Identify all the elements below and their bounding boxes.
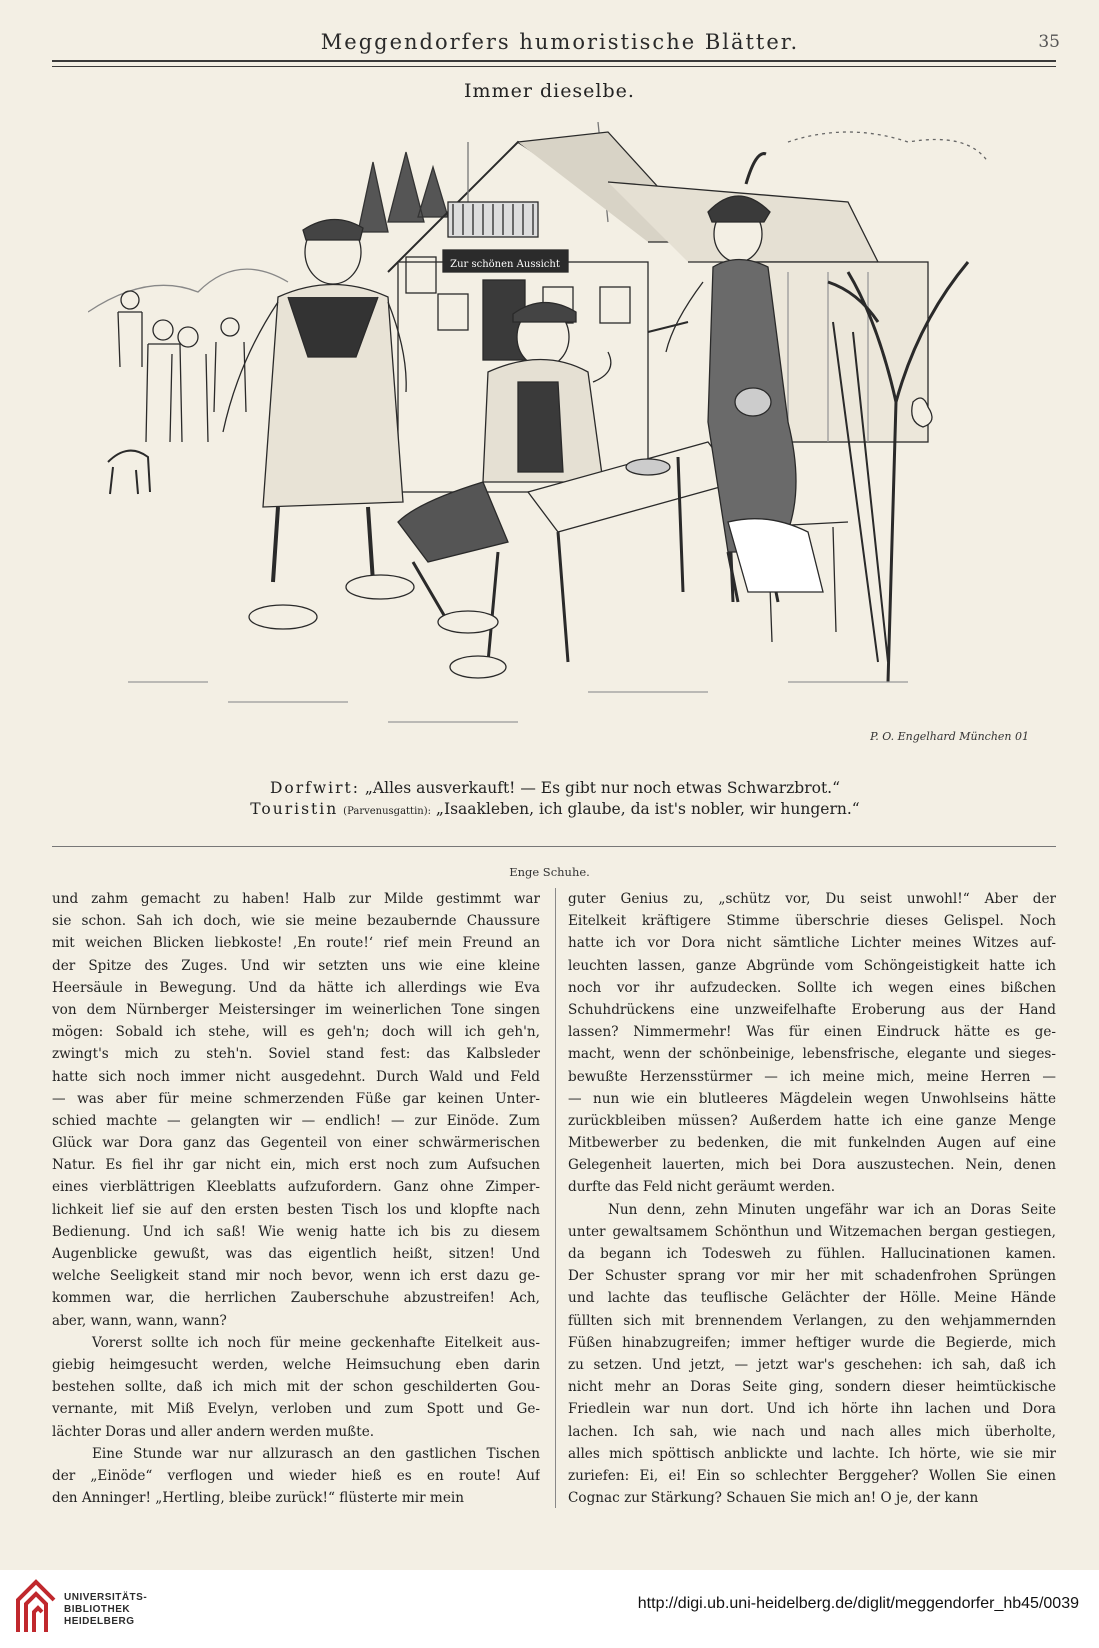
text-line: Glück war Dora ganz das Gegenteil von einer schwärmerischen — [52, 1135, 540, 1152]
text-line: unter gewaltsamem Schönthun und Witzemachen bergan gestiegen, — [568, 1223, 1056, 1240]
text-line: Nun denn, zehn Minuten ungefähr war ich an Doras Seite — [608, 1201, 1056, 1218]
caption-speaker-note: (Parvenusgattin): — [343, 806, 431, 817]
text-line: noch vor ihr aufzudecken. Sollte ich wegen eines bißchen — [568, 979, 1056, 996]
text-line: füllten sich mit brennendem Verlangen, zu den wehjammernden — [568, 1312, 1056, 1329]
text-line: lächter Doras und aller andern werden mußte. — [52, 1423, 375, 1440]
caption-text-1: „Alles ausverkauft! — Es gibt nur noch etwas Schwarzbrot.“ — [364, 779, 841, 797]
left-column — [52, 888, 540, 1509]
text-line: guter Genius zu, „schütz vor, Du seist unwohl!“ Aber der — [568, 891, 1056, 907]
right-column — [568, 888, 1056, 1509]
text-line: zurückbleiben müssen? Außerdem hatte ich eine ganze Menge — [568, 1112, 1056, 1129]
library-name — [64, 1592, 147, 1628]
text-line: der Spitze des Zuges. Und wir setzten uns wie eine kleine — [52, 957, 540, 974]
text-line: welche Seeligkeit stand mir noch bevor, wenn ich erst dazu ge- — [52, 1268, 540, 1285]
text-line: mögen: Sobald ich stehe, will es geh'n; doch will ich geh'n, — [52, 1024, 540, 1041]
text-line: alles mich spöttisch anblickte und lachte. Ich hörte, wie sie mir — [568, 1445, 1056, 1462]
text-line: bestehen sollte, daß ich mich mit der schon geschilderten Gou- — [52, 1379, 540, 1396]
artist-signature: P. O. Engelhard München 01 — [870, 730, 1029, 743]
text-line: und zahm gemacht zu haben! Halb zur Milde gestimmt war — [52, 891, 540, 907]
text-line: leuchten lassen, ganze Abgründe vom Schöngeistigkeit hatte ich — [568, 957, 1056, 974]
text-line: macht, wenn der schönbeinige, lebensfrische, elegante und sieges- — [568, 1046, 1056, 1063]
text-line: Eitelkeit kräftigere Stimme überschrie dieses Gelispel. Noch — [568, 913, 1056, 930]
text-line: lichkeit lief sie auf den ersten besten Tisch los und klopfte nach — [52, 1201, 540, 1218]
text-line: hatte ich vor Dora nicht sämtliche Lichter meines Witzes auf- — [568, 935, 1056, 952]
article-body — [52, 888, 1060, 1518]
text-line: zwingt's mich zu steh'n. Soviel stand fest: das Kalbsleder — [52, 1046, 540, 1063]
caption-speaker-1: Dorfwirt: — [269, 779, 360, 797]
text-line: Eine Stunde war nur allzurasch an den gastlichen Tischen — [92, 1445, 540, 1462]
text-line: schied machte — gelangten wir — endlich! — zur Einöde. Zum — [52, 1112, 540, 1129]
text-line: Der Schuster sprang vor mir her mit schadenfrohen Sprüngen — [568, 1268, 1056, 1285]
cartoon-illustration — [88, 122, 1018, 762]
text-line: lassen? Nimmermehr! Was für einen Eindruck hätte es ge- — [568, 1024, 1056, 1041]
page-number: 35 — [1038, 32, 1060, 52]
text-line: — nun wie ein blutleeres Mägdelein wegen Unwohlseins hätte — [568, 1090, 1056, 1107]
text-line: vernante, mit Miß Evelyn, verloben und zum Spott und Ge- — [52, 1401, 540, 1418]
text-line: mit weichen Blicken liebkoste! ‚En route!‘ rief mein Freund an — [52, 935, 540, 952]
text-line: Schuhdrückens eine unzweifelhafte Eroberung aus der Hand — [568, 1001, 1056, 1018]
caption-text-2: „Isaakleben, ich glaube, da ist's nobler, wir hungern.“ — [435, 800, 860, 818]
inn-sign-text: Zur schönen Aussicht — [450, 259, 560, 270]
column-divider — [555, 888, 556, 1508]
text-line: durfte das Feld nicht geräumt werden. — [568, 1179, 836, 1196]
text-line: giebig heimgesucht werden, welche Heimsuchung eben darin — [52, 1356, 540, 1373]
text-line: Mitbewerber zu bedenken, die mit funkelnden Augen auf eine — [568, 1135, 1056, 1152]
masthead-title: Meggendorfers humoristische Blätter. — [320, 30, 800, 54]
text-line: — was aber für meine schmerzenden Füße gar keinen Unter- — [52, 1090, 540, 1107]
permalink-url[interactable]: http://digi.ub.uni-heidelberg.de/diglit/meggendorfer_hb45/0039 — [637, 1595, 1079, 1612]
text-line: bewußte Herzensstürmer — ich meine mich, meine Herren — — [568, 1068, 1056, 1085]
text-line: von dem Nürnberger Meistersinger im weinerlichen Tone singen — [52, 1001, 540, 1018]
caption-speaker-2: Touristin — [250, 800, 339, 818]
text-line: Bedienung. Und ich saß! Wie wenig hatte ich bis zu diesem — [52, 1223, 540, 1240]
library-name-line-3: HEIDELBERG — [64, 1616, 135, 1627]
text-line: aber, wann, wann, wann? — [52, 1312, 227, 1329]
text-line: sie schon. Sah ich doch, wie sie meine bezaubernde Chaussure — [52, 913, 540, 930]
text-line: Natur. Es fiel ihr gar nicht ein, mich erst noch zum Aufsuchen — [52, 1157, 540, 1174]
caption-line-2 — [60, 799, 1050, 822]
text-line: Füßen hinabzugreifen; immer heftiger wurde die Begierde, mich — [568, 1334, 1056, 1351]
text-line: den Anninger! „Hertling, bleibe zurück!“ flüsterte mir mein — [52, 1490, 464, 1507]
text-line: hatte sich noch immer nicht ausgedehnt. Durch Wald und Feld — [52, 1068, 540, 1085]
text-line: der „Einöde“ verflogen und wieder hieß es en route! Auf — [52, 1467, 540, 1484]
library-name-line-2: BIBLIOTHEK — [64, 1604, 131, 1615]
text-line: Heersäule in Bewegung. Und da hätte ich allerdings wie Eva — [52, 979, 540, 996]
text-line: Cognac zur Stärkung? Schauen Sie mich an! O je, der kann — [568, 1490, 979, 1507]
text-line: Augenblicke gewußt, was das eigentlich heißt, sitzen! Und — [52, 1246, 540, 1262]
footer-bar — [0, 1570, 1099, 1648]
text-line: eines vierblättrigen Kleeblatts aufzufordern. Ganz ohne Zimper- — [52, 1179, 540, 1196]
caption-line-1 — [60, 778, 1050, 799]
text-line: und lachte das teuflische Gelächter der Hölle. Meine Hände — [568, 1290, 1056, 1307]
library-name-line-1: UNIVERSITÄTS- — [64, 1592, 148, 1603]
article-title: Enge Schuhe. — [509, 865, 590, 879]
university-logo-icon — [14, 1578, 58, 1636]
running-head — [60, 30, 1060, 60]
text-line: kommen war, die herrlichen Zauberschuhe abzustreifen! Ach, — [52, 1290, 540, 1307]
text-line: Gelegenheit lauerten, mich bei Dora auszustechen. Nein, denen — [568, 1157, 1056, 1174]
text-line: nicht mehr an Doras Seite ging, sondern dieser heimtückische — [568, 1379, 1056, 1396]
cartoon-title: Immer dieselbe. — [464, 80, 635, 102]
text-line: da begann ich Todesweh zu fühlen. Hallucinationen kamen. — [568, 1246, 1056, 1262]
header-rule — [52, 60, 1056, 67]
text-line: Vorerst sollte ich noch für meine geckenhafte Eitelkeit aus- — [92, 1334, 540, 1351]
text-line: lachen. Ich sah, wie nach und nach alles mich überholte, — [568, 1423, 1056, 1440]
text-line: zu setzen. Und jetzt, — jetzt war's geschehen: ich sah, daß ich — [568, 1356, 1056, 1373]
text-line: zuriefen: Ei, ei! Ein so schlechter Berggeher? Wollen Sie einen — [568, 1467, 1056, 1484]
text-line: Friedlein war nun dort. Und ich hörte ihn lachen und Dora — [568, 1401, 1056, 1418]
section-rule — [52, 846, 1056, 847]
cartoon-caption — [60, 778, 1050, 822]
